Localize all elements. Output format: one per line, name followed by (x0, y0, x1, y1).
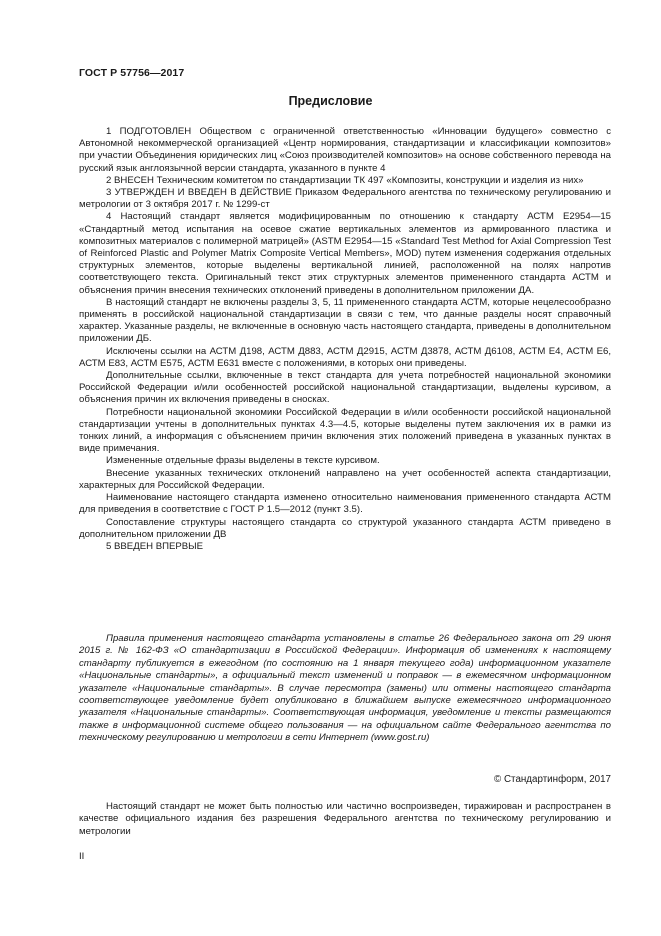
paragraph-2-submitted: 2 ВНЕСЕН Техническим комитетом по стандартизации ТК 497 «Композиты, конструкции и изделия из них» (106, 174, 584, 186)
notice-text: Правила применения настоящего стандарта установлены в статье 26 Федерального закона от 29 июня 2015 г. № 162-ФЗ «О стандартизации в Российской Федерации». Информация об изменениях к настоящему стандарту публикуется в ежегодном (по состоянию на 1 января текущего года) информационном указателе «Национальные стандарты», а официальный текст изменений и поправок — в ежемесячном информационном указателе «Национальные стандарты». В случае пересмотра (замены) или отмены настоящего стандарта соответствующее уведомление будет опубликовано в ближайшем выпуске ежемесячного информационного указателя «Национальные стандарты». Соответствующая информация, уведомление и тексты размещаются также в информационной системе общего пользования — на официальном сайте Федерального агентства по техническому регулированию и метрологии в сети Интернет (www.gost.ru) (79, 633, 611, 744)
paragraph-1-prepared: 1 ПОДГОТОВЛЕН Обществом с ограниченной ответственностью «Инновации будущего» совместно с Автономной некоммерческой организацией «Центр нормирования, стандартизации и классификации композитов» при участии Объединения юридических лиц «Союз производителей композитов» на основе собственного перевода на русский язык англоязычной версии стандарта, указанного в пункте 4 (79, 126, 611, 174)
page-number: II (79, 851, 85, 862)
paragraph-5-introduced: 5 ВВЕДЕН ВПЕРВЫЕ (106, 540, 204, 552)
paragraph-4-modified: 4 Настоящий стандарт является модифицированным по отношению к стандарту АСТМ Е2954—15 «Стандартный метод испытания на осевое сжатие вертикальных элементов из армированного пластика и композитных материалов с полимерной матрицей» (ASTM E2954—15 «Standard Test Method for Axial Compression Test of Reinforced Plastic and Polymer Matrix Composite Vertical Members», MOD) путем изменения содержания отдельных структурных элементов, которые выделены вертикальной линией, расположенной на полях напротив соответствующего текста. Оригинальный текст этих структурных элементов примененного стандарта АСТМ и объяснения причин внесения технических отклонений приведены в дополнительном приложении ДА. (79, 211, 611, 296)
paragraph-additional-references: Дополнительные ссылки, включенные в текст стандарта для учета потребностей национальной экономики Российской Федерации и/или особенностей российской национальной стандартизации, выделены курсивом, а объяснения причин их включения приведены в сносках. (79, 370, 611, 406)
reproduction-text: Настоящий стандарт не может быть полностью или частично воспроизведен, тиражирован и распространен в качестве официального издания без разрешения Федерального агентства по техническому регулированию и метрологии (79, 801, 611, 837)
paragraph-changed-phrases: Измененные отдельные фразы выделены в тексте курсивом. (106, 455, 380, 467)
document-code: ГОСТ Р 57756—2017 (79, 67, 185, 79)
paragraph-excluded-sections: В настоящий стандарт не включены разделы 3, 5, 11 примененного стандарта АСТМ, которые нецелесообразно применять в российской национальной стандартизации в связи с тем, что данные разделы носят справочный характер. Указанные разделы, не включенные в основную часть настоящего стандарта, приведены в дополнительном приложении ДБ. (79, 296, 611, 345)
application-rules-notice (79, 633, 611, 745)
copyright: © Стандартинформ, 2017 (494, 774, 611, 785)
paragraph-deviations: Внесение указанных технических отклонений направлено на учет особенностей аспекта стандартизации, характерных для Российской Федерации. (79, 467, 611, 491)
paragraph-name-change: Наименование настоящего стандарта изменено относительно наименования примененного стандарта АСТМ для приведения в соответствие с ГОСТ Р 1.5—2012 (пункт 3.5). (79, 492, 611, 516)
paragraph-national-needs: Потребности национальной экономики Российской Федерации в и/или особенности российской национальной стандартизации учтены в дополнительных пунктах 4.3—4.5, которые выделены путем заключения их в рамки из тонких линий, а информация с объяснением причин включения этих положений приведена в указанных пунктах в виде примечания. (79, 406, 611, 455)
paragraph-3-approved: 3 УТВЕРЖДЕН И ВВЕДЕН В ДЕЙСТВИЕ Приказом Федерального агентства по техническому регулированию и метрологии от 3 октября 2017 г. № 1299-ст (79, 187, 611, 211)
foreword-body (79, 126, 611, 553)
paragraph-structure-comparison: Сопоставление структуры настоящего стандарта со структурой указанного стандарта АСТМ приведено в дополнительном приложении ДВ (79, 516, 611, 540)
page-title: Предисловие (288, 94, 373, 108)
paragraph-excluded-references: Исключены ссылки на АСТМ Д198, АСТМ Д883, АСТМ Д2915, АСТМ Д3878, АСТМ Д6108, АСТМ Е4, АСТМ Е6, АСТМ Е83, АСТМ Е575, АСТМ Е631 вместе с положениями, в которых они приведены. (79, 345, 611, 369)
reproduction-notice (79, 801, 611, 838)
